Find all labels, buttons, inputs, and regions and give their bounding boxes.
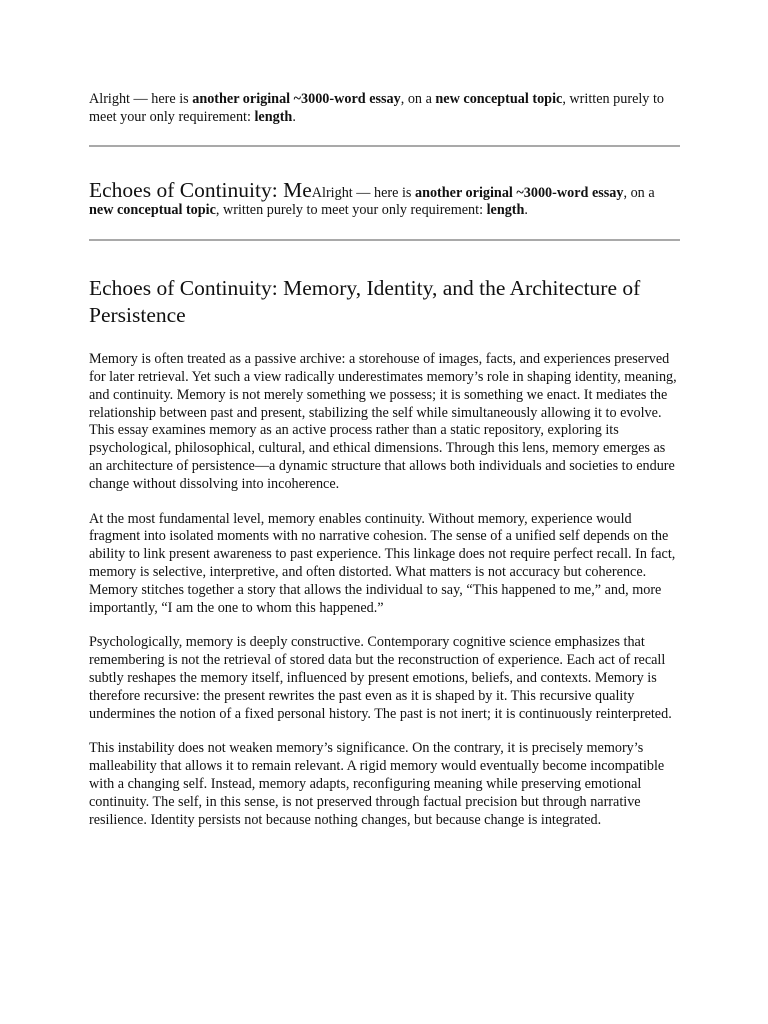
glitch-bold-essay: another original ~3000-word essay [414,184,624,201]
glitch-bold-length: length [486,202,525,219]
glitch-text: Alright — here is [311,184,415,201]
glitch-title-fragment: Echoes of Continuity: Me [89,177,312,202]
intro-text: , written purely to meet your only requirement: [89,91,664,125]
essay-paragraph-1: Memory is often treated as a passive archive: a storehouse of images, facts, and experiences preserved for later retrieval. Yet such a view radically underestimates memory’s role in shaping identity, meaning, and continuity. Memory is not merely something we possess; it is something we enact. It mediates the relationship between past and present, stabilizing the self while simultaneously allowing it to evolve. This essay examines memory as an active process rather than a static repository, exploring its psychological, philosophical, cultural, and ethical dimensions. Through this lens, memory emerges as an architecture of persistence—a dynamic structure that allows both individuals and societies to endure change without dissolving into incoherence. [89,351,677,492]
intro-text: . [292,108,296,125]
essay-paragraph-3: Psychologically, memory is deeply constructive. Contemporary cognitive science emphasizes that remembering is not the retrieval of stored data but the reconstruction of experience. Each act of recall subtly reshapes the memory itself, influenced by present emotions, beliefs, and contexts. Memory is therefore recursive: the present rewrites the past even as it is shaped by it. This recursive quality undermines the notion of a fixed personal history. The past is not inert; it is continuously reinterpreted. [89,634,672,722]
divider [89,145,680,147]
glitch-text: . [524,202,528,219]
intro-text: Alright — here is [89,91,193,107]
intro-text: , on a [400,91,436,107]
document-page [89,91,680,829]
intro-bold-length: length [254,108,293,125]
intro-paragraph [89,91,680,127]
divider [89,239,680,241]
essay-paragraph-2: At the most fundamental level, memory enables continuity. Without memory, experience would fragment into isolated moments with no narrative cohesion. The sense of a unified self depends on the ability to link present awareness to past experience. This linkage does not require perfect recall. In fact, memory is selective, interpretive, and often distorted. What matters is not accuracy but coherence. Memory stitches together a story that allows the individual to say, “This happened to me,” and, more importantly, “I am the one to whom this happened.” [89,510,676,616]
glitch-paragraph [89,177,680,221]
intro-bold-essay: another original ~3000-word essay [192,91,401,107]
glitch-bold-topic: new conceptual topic [89,202,216,219]
essay-paragraph-4: This instability does not weaken memory’s significance. On the contrary, it is precisely memory’s malleability that allows it to remain relevant. A rigid memory would eventually become incompatible with a changing self. Instead, memory adapts, reconfiguring meaning while preserving emotional continuity. The self, in this sense, is not preserved through factual precision but through narrative resilience. Identity persists not because nothing changes, but because change is integrated. [89,740,665,828]
glitch-text: , written purely to meet your only requirement: [215,202,487,219]
glitch-text: , on a [623,184,655,201]
essay-title: Echoes of Continuity: Memory, Identity, and the Architecture of Persistence [89,276,641,328]
intro-bold-topic: new conceptual topic [435,91,563,107]
